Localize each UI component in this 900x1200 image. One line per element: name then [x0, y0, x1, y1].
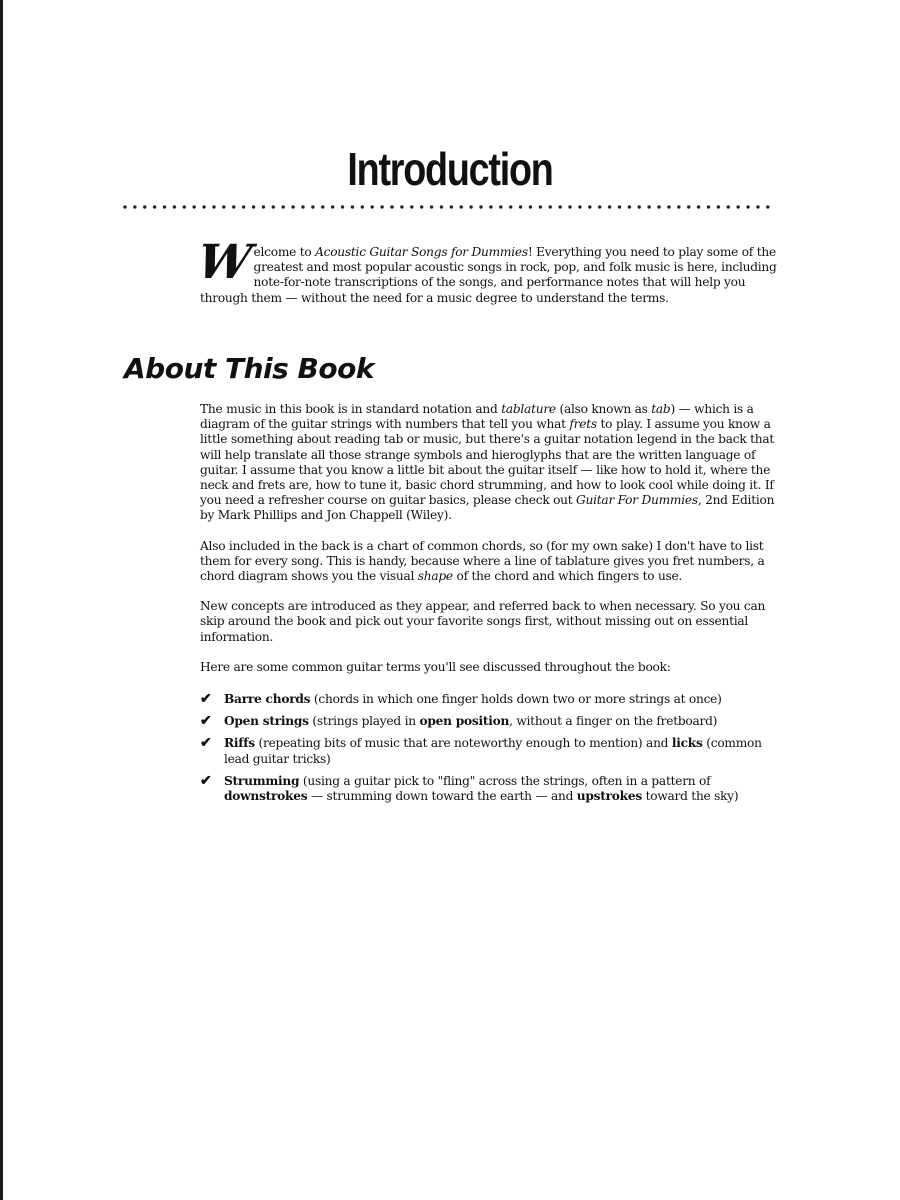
term-description: (repeating bits of music that are noteworthy enough to mention) and [254, 736, 672, 751]
term-description: — strumming down toward the earth — and [307, 789, 577, 804]
term-label: Barre chords [224, 692, 311, 707]
term-emphasis: licks [671, 736, 703, 751]
reference-title: Guitar For Dummies [576, 493, 698, 508]
term-tab: tab [651, 402, 671, 416]
paragraph-chords [200, 539, 778, 585]
text: ) — which is a diagram of the guitar strings with numbers that tell you what [200, 402, 754, 432]
checkmark-icon: ✔ [200, 713, 212, 730]
term-shape: shape [417, 569, 453, 584]
term-frets: frets [569, 417, 597, 432]
text: Also included in the back is a chart of common chords, so (for my own sake) I don't have to list them for every song. This is handy, because where a line of tablature gives you fret numbers, a chord diagram shows you the visual [200, 538, 765, 584]
section-heading: About This Book [124, 352, 374, 385]
text: of the chord and which fingers to use. [452, 569, 683, 584]
text: (also known as [555, 402, 652, 416]
list-item [200, 692, 778, 707]
intro-text: elcome to [253, 245, 316, 259]
list-item [200, 714, 778, 729]
term-label: Open strings [224, 714, 309, 729]
term-label: Riffs [224, 736, 255, 751]
page-edge [0, 0, 3, 1200]
paragraph-concepts: New concepts are introduced as they appear, and referred back to when necessary. So you can skip around the book and pick out your favorite songs first, without missing out on essential information. [200, 599, 766, 644]
term-emphasis: downstrokes [224, 789, 308, 804]
page-title: Introduction [347, 143, 553, 195]
term-label: Strumming [224, 773, 300, 788]
term-description: (strings played in [308, 714, 420, 729]
term-description: , without a finger on the fretboard) [509, 714, 718, 729]
dotted-divider [120, 204, 776, 210]
checkmark-icon: ✔ [200, 772, 212, 789]
checkmark-icon: ✔ [200, 691, 212, 708]
term-description: (common lead guitar tricks) [224, 736, 762, 766]
intro-text: ! Everything you need to play some of the greatest and most popular acoustic songs in rock, pop, and folk music is here, including note-for-note transcriptions of the songs, and performance notes that will help you through them — without the need for a music degree to understand the terms. [200, 245, 777, 305]
term-emphasis: upstrokes [576, 789, 642, 804]
terms-list [200, 692, 778, 804]
term-description: toward the sky) [641, 789, 739, 804]
paragraph-notation [200, 402, 778, 524]
term-tablature: tablature [501, 402, 556, 416]
paragraph-terms-intro: Here are some common guitar terms you'll see discussed throughout the book: [200, 659, 671, 674]
text: to play. I assume you know a little something about reading tab or music, but there's a guitar notation legend in the back that will help translate all those strange symbols and hieroglyphs that are the written language of guitar. I assume that you know a little bit about the guitar itself — like how to hold it, where the neck and frets are, how to tune it, basic chord strumming, and how to look cool while doing it. If you need a refresher course on guitar basics, please check out [200, 417, 774, 508]
section-body [200, 402, 778, 811]
text: , 2nd Edition by Mark Phillips and Jon Chappell (Wiley). [200, 493, 775, 523]
term-description: (using a guitar pick to "fling" across the strings, often in a pattern of [299, 773, 711, 788]
book-title: Acoustic Guitar Songs for Dummies [315, 245, 528, 259]
checkmark-icon: ✔ [200, 735, 212, 752]
list-item [200, 774, 778, 804]
term-emphasis: open position [419, 714, 510, 729]
drop-cap: W [194, 235, 255, 290]
term-description: (chords in which one finger holds down two or more strings at once) [310, 692, 722, 707]
intro-paragraph [194, 235, 780, 306]
list-item [200, 736, 778, 766]
text: The music in this book is in standard notation and [200, 402, 502, 416]
